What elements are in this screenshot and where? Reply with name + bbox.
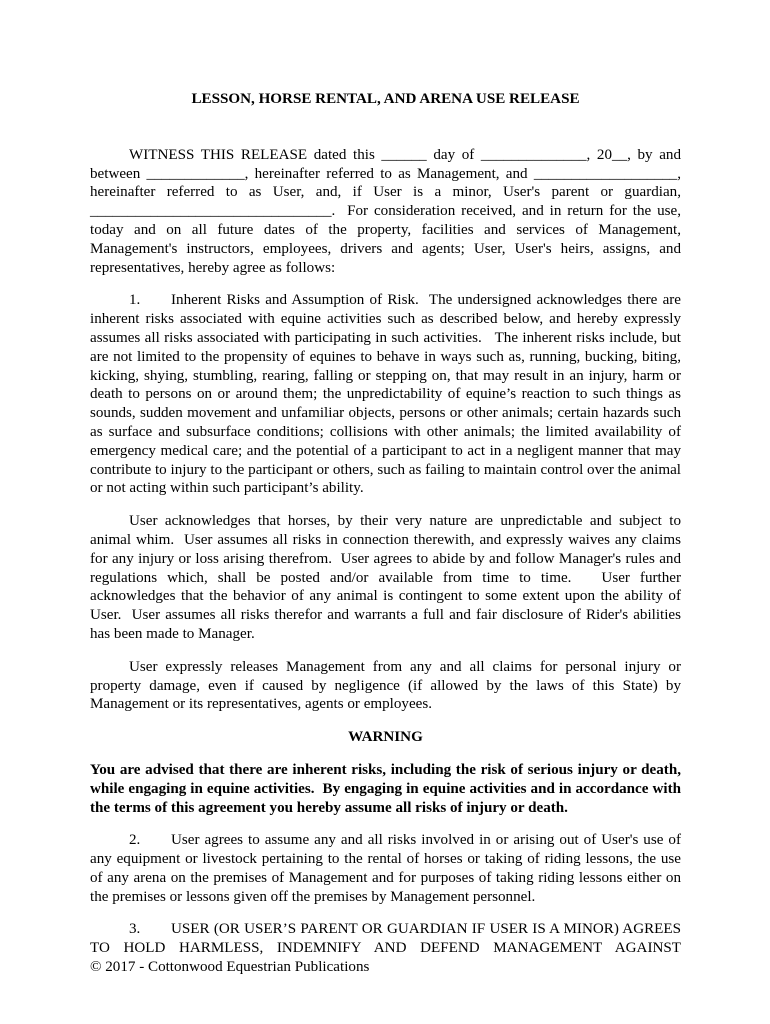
section-3-number: 3. <box>129 921 141 938</box>
document-title: LESSON, HORSE RENTAL, AND ARENA USE RELEASE <box>191 91 580 107</box>
section-2-number: 2. <box>129 832 141 849</box>
section-1-number: 1. <box>129 292 141 309</box>
warning-heading: WARNING <box>348 729 423 746</box>
copyright-footer: © 2017 - Cottonwood Equestrian Publications <box>90 959 370 975</box>
section-2-paragraph <box>90 831 681 906</box>
release-paragraph: User expressly releases Management from any and all claims for personal injury or property damage, even if caused by negligence (if allowed by the laws of this State) by Management or its representatives, agents or employees. <box>90 658 681 713</box>
section-1-paragraph <box>90 291 681 498</box>
section-1-text: Inherent Risks and Assumption of Risk. The undersigned acknowledges there are inherent risks associated with equine activities such as described below, and hereby expressly assumes all risks associated with participating in such activities. The inherent risks include, but are not limited to the propensity of equines to behave in ways such as, running, bucking, biting, kicking, shying, stumbling, rearing, falling or stepping on, that may result in an injury, harm or death to persons on or around them; the unpredictability of equine’s reaction to such things as sounds, sudden movement and unfamiliar objects, persons or other animals; certain hazards such as surface and subsurface conditions; collisions with other animals; the limited availability of emergency medical care; and the potential of a participant to act in a negligent manner that may contribute to injury to the participant or others, such as failing to maintain control over the animal or not acting within such participant’s ability. <box>90 292 681 497</box>
section-3-paragraph <box>90 920 681 958</box>
section-2-text: User agrees to assume any and all risks involved in or arising out of User's use of any equipment or livestock pertaining to the rental of horses or taking of riding lessons, the use of any arena on the premises of Management and for purposes of taking riding lessons either on the premises or lessons given off the premises by Management personnel. <box>90 832 681 905</box>
warning-paragraph: You are advised that there are inherent risks, including the risk of serious injury or death, while engaging in equine activities. By engaging in equine activities and in accordance with the terms of this agreement you hereby assume all risks of injury or death. <box>90 761 681 816</box>
section-3-text: USER (OR USER’S PARENT OR GUARDIAN IF USER IS A MINOR) AGREES TO HOLD HARMLESS, INDEMNIFY AND DEFEND MANAGEMENT AGAINST <box>90 921 681 957</box>
document-content <box>90 90 681 972</box>
opening-paragraph: WITNESS THIS RELEASE dated this ______ day of ______________, 20__, by and between _____________, hereinafter referred to as Management, and ___________________, hereinafter referred to as User, and, if User is a minor, User's parent or guardian, ________________________________. For consideration received, and in return for the use, today and on all future dates of the property, facilities and services of Management, Management's instructors, employees, drivers and agents; User, User's heirs, assigns, and representatives, hereby agree as follows: <box>90 146 681 276</box>
acknowledgement-paragraph: User acknowledges that horses, by their very nature are unpredictable and subject to animal whim. User assumes all risks in connection therewith, and expressly waives any claims for any injury or loss arising therefrom. User agrees to abide by and follow Manager's rules and regulations which, shall be posted and/or available from time to time. User further acknowledges that the behavior of any animal is contingent to some extent upon the ability of User. User assumes all risks therefor and warrants a full and fair disclosure of Rider's abilities has been made to Manager. <box>90 513 681 642</box>
